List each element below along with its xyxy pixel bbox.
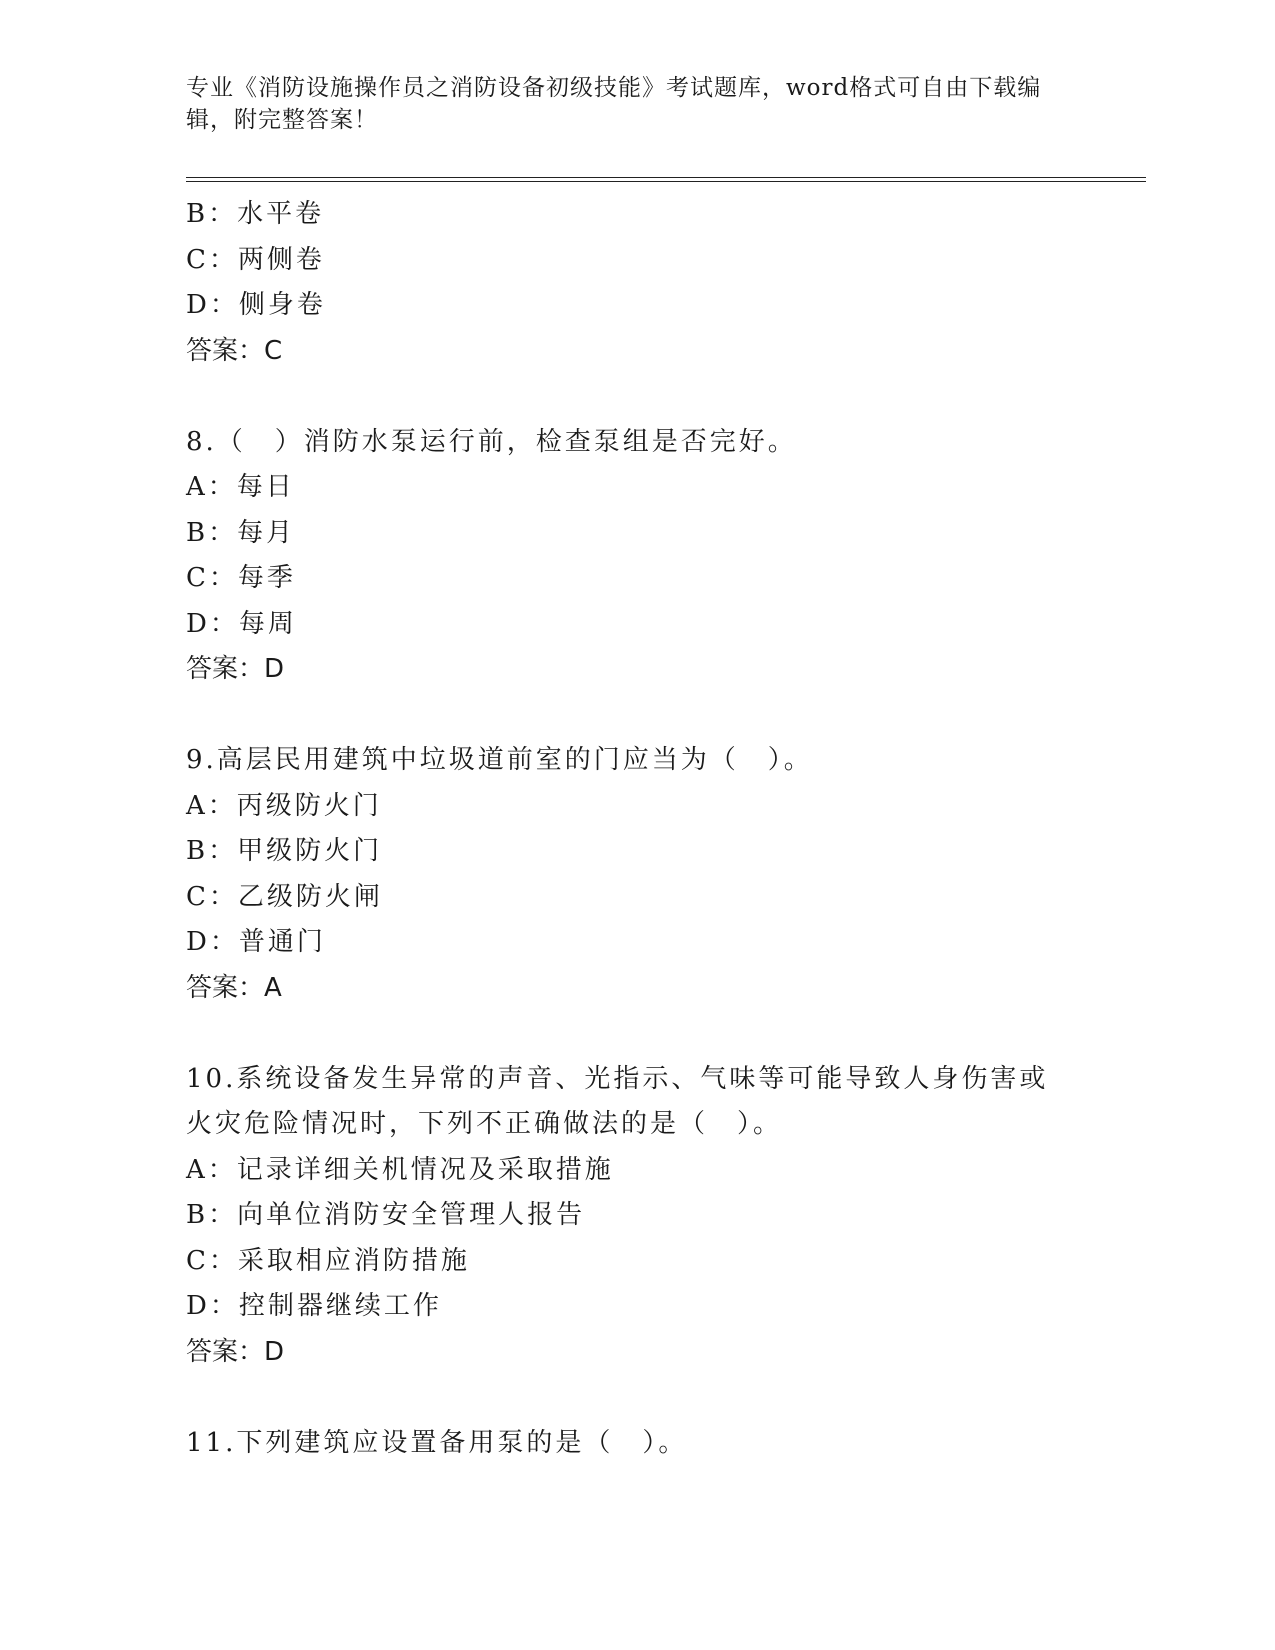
question-11 xyxy=(186,1421,1086,1467)
document-header: 专业《消防设施操作员之消防设备初级技能》考试题库，word格式可自由下载编辑，附完整答案！ xyxy=(186,75,1042,133)
question-8 xyxy=(186,420,1086,693)
option-b: B：向单位消防安全管理人报告 xyxy=(186,1200,586,1230)
question-9 xyxy=(186,738,1086,1011)
header-rule-bottom xyxy=(186,181,1146,182)
option-d: D：侧身卷 xyxy=(186,290,326,320)
spacer xyxy=(186,693,1086,739)
spacer xyxy=(186,1375,1086,1421)
question-list xyxy=(186,192,1086,1466)
header-rule-top xyxy=(186,177,1146,178)
option-c: C：每季 xyxy=(186,563,296,593)
option-b: B：甲级防火门 xyxy=(186,836,383,866)
option-a: A：丙级防火门 xyxy=(186,790,382,821)
spacer xyxy=(186,374,1086,420)
option-c: C：乙级防火闸 xyxy=(186,881,383,912)
question-stem: 11.下列建筑应设置备用泵的是（ ）。 xyxy=(186,1427,688,1458)
option-b: B：水平卷 xyxy=(186,199,325,229)
answer: 答案：D xyxy=(186,654,285,684)
question-stem: 8.（ ）消防水泵运行前，检查泵组是否完好。 xyxy=(186,426,797,457)
spacer xyxy=(186,1011,1086,1057)
option-c: C：两侧卷 xyxy=(186,244,325,275)
question-stem: 9.高层民用建筑中垃圾道前室的门应当为（ ）。 xyxy=(186,745,813,775)
option-a: A：记录详细关机情况及采取措施 xyxy=(186,1154,614,1185)
question-10 xyxy=(186,1057,1086,1376)
answer: 答案：A xyxy=(186,972,282,1003)
question-7-tail xyxy=(186,192,1086,374)
answer: 答案：C xyxy=(186,335,283,366)
answer: 答案：D xyxy=(186,1336,285,1367)
question-stem: 10.系统设备发生异常的声音、光指示、气味等可能导致人身伤害或火灾危险情况时，下列不正确做法的是（ ）。 xyxy=(186,1063,1049,1139)
option-d: D：每周 xyxy=(186,608,297,639)
option-d: D：控制器继续工作 xyxy=(186,1291,442,1321)
option-a: A：每日 xyxy=(186,472,295,502)
option-c: C：采取相应消防措施 xyxy=(186,1245,470,1276)
option-b: B：每月 xyxy=(186,517,296,548)
option-d: D：普通门 xyxy=(186,927,326,957)
